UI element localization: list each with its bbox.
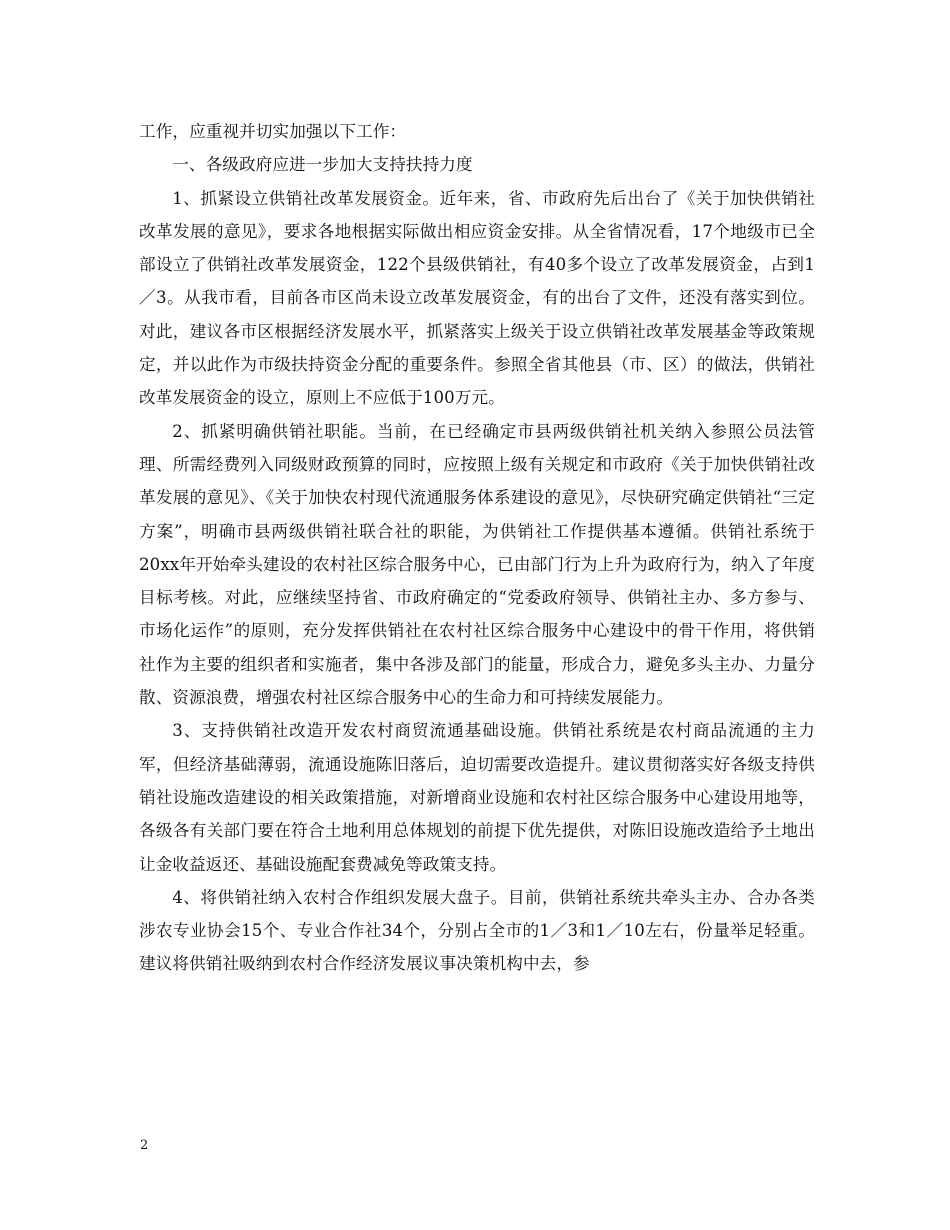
page-number: 2 [140,1138,149,1153]
body-text [139,115,815,981]
section-heading: 一、各级政府应进一步加大支持扶持力度 [172,155,473,175]
paragraph-1: 1、抓紧设立供销社改革发展资金。近年来，省、市政府先后出台了《关于加快供销社改革发展的意见》，要求各地根据实际做出相应资金安排。从全省情况看，17个地级市已全部设立了供销社改革发展资金，122个县级供销社，有40多个设立了改革发展资金，占到1／3。从我市看，目前各市区尚未设立改革发展资金，有的出台了文件，还没有落实到位。对此，建议各市区根据经济发展水平，抓紧落实上级关于设立供销社改革发展基金等政策规定，并以此作为市级扶持资金分配的重要条件。参照全省其他县（市、区）的做法，供销社改革发展资金的设立，原则上不应低于100万元。 [139,188,815,408]
paragraph-4: 4、将供销社纳入农村合作组织发展大盘子。目前，供销社系统共牵头主办、合办各类涉农专业协会15个、专业合作社34个，分别占全市的1／3和1／10左右，份量举足轻重。建议将供销社吸纳到农村合作经济发展议事决策机构中去，参 [139,887,815,974]
paragraph-3: 3、支持供销社改造开发农村商贸流通基础设施。供销社系统是农村商品流通的主力军，但经济基础薄弱，流通设施陈旧落后，迫切需要改造提升。建议贯彻落实好各级支持供销社设施改造建设的相关政策措施，对新增商业设施和农村社区综合服务中心建设用地等，各级各有关部门要在符合土地利用总体规划的前提下优先提供，对陈旧设施改造给予土地出让金收益返还、基础设施配套费减免等政策支持。 [139,721,815,874]
paragraph-2: 2、抓紧明确供销社职能。当前，在已经确定市县两级供销社机关纳入参照公员法管理、所需经费列入同级财政预算的同时，应按照上级有关规定和市政府《关于加快供销社改革发展的意见》、《关于加快农村现代流通服务体系建设的意见》，尽快研究确定供销社“三定方案”，明确市县两级供销社联合社的职能，为供销社工作提供基本遵循。供销社系统于20xx年开始牵头建设的农村社区综合服务中心，已由部门行为上升为政府行为，纳入了年度目标考核。对此，应继续坚持省、市政府确定的“党委政府领导、供销社主办、多方参与、市场化运作”的原则，充分发挥供销社在农村社区综合服务中心建设中的骨干作用，将供销社作为主要的组织者和实施者，集中各涉及部门的能量，形成合力，避免多头主办、力量分散、资源浪费，增强农村社区综合服务中心的生命力和可持续发展能力。 [139,421,815,708]
paragraph-intro: 工作，应重视并切实加强以下工作： [139,122,407,141]
